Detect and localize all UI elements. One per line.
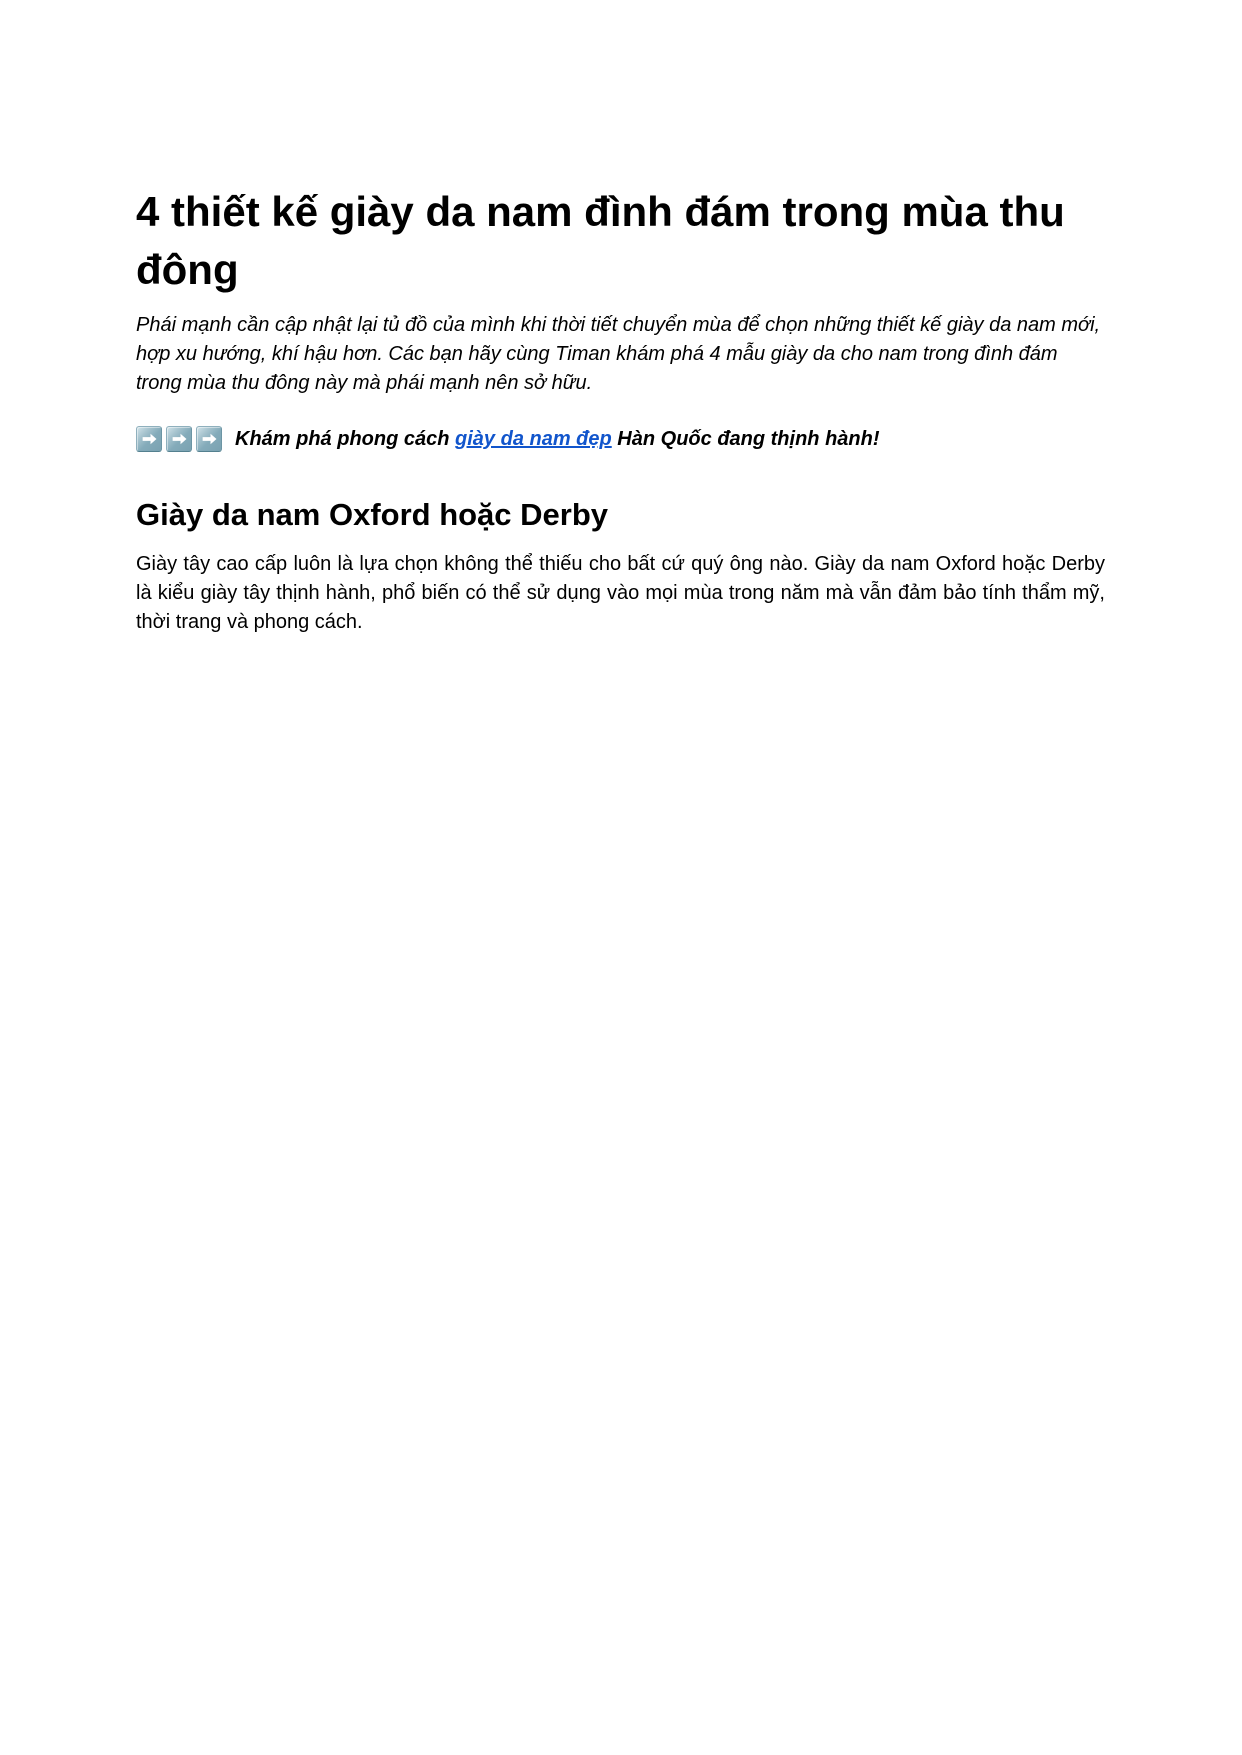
section-body-paragraph: Giày tây cao cấp luôn là lựa chọn không thể thiếu cho bất cứ quý ông nào. Giày da nam Oxford hoặc Derby là kiểu giày tây thịnh hành, phổ biến có thể sử dụng vào mọi mùa trong năm mà vẫn đảm bảo tính thẩm mỹ, thời trang và phong cách. xyxy=(136,553,1105,633)
cta-line xyxy=(136,424,1105,454)
cta-prefix: Khám phá phong cách xyxy=(235,428,456,450)
cta-suffix: Hàn Quốc đang thịnh hành! xyxy=(611,428,880,450)
intro-paragraph: Phái mạnh cần cập nhật lại tủ đồ của mình khi thời tiết chuyển mùa để chọn những thiết kế giày da nam mới, hợp xu hướng, khí hậu hơn. Các bạn hãy cùng Timan khám phá 4 mẫu giày da cho nam trong đình đám trong mùa thu đông này mà phái mạnh nên sở hữu. xyxy=(136,314,1101,394)
cta-text xyxy=(235,424,880,454)
section-heading: Giày da nam Oxford hoặc Derby xyxy=(136,497,609,532)
cta-link[interactable]: giày da nam đẹp xyxy=(455,428,612,450)
arrow-icons-group xyxy=(136,426,222,452)
page-title: 4 thiết kế giày da nam đình đám trong mùa thu đông xyxy=(136,188,1065,293)
right-arrow-icon xyxy=(136,426,162,452)
right-arrow-icon xyxy=(166,426,192,452)
right-arrow-icon xyxy=(196,426,222,452)
